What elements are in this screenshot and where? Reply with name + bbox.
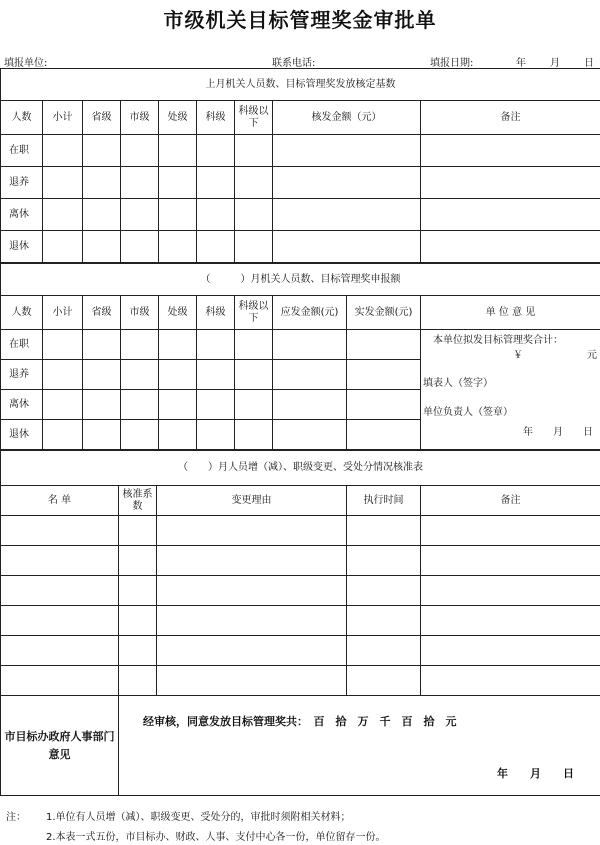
input-cell[interactable] (119, 576, 157, 606)
input-cell[interactable] (83, 199, 121, 231)
input-cell[interactable] (347, 390, 421, 420)
input-cell[interactable] (43, 135, 83, 167)
input-cell[interactable] (157, 516, 347, 546)
input-cell[interactable] (273, 135, 421, 167)
input-cell[interactable] (121, 420, 159, 450)
input-cell[interactable] (43, 199, 83, 231)
input-cell[interactable] (1, 666, 119, 696)
s3-col-header: 核准系数 (119, 486, 157, 516)
s1-col-header: 科级以下 (235, 101, 273, 135)
input-cell[interactable] (421, 199, 600, 231)
s3-col-header: 名 单 (1, 486, 119, 516)
input-cell[interactable] (273, 231, 421, 263)
input-cell[interactable] (157, 606, 347, 636)
input-cell[interactable] (421, 636, 600, 666)
input-cell[interactable] (347, 330, 421, 360)
input-cell[interactable] (347, 420, 421, 450)
input-cell[interactable] (157, 666, 347, 696)
input-cell[interactable] (159, 420, 197, 450)
input-cell[interactable] (197, 330, 235, 360)
s3-col-header: 变更理由 (157, 486, 347, 516)
input-cell[interactable] (119, 606, 157, 636)
input-cell[interactable] (1, 516, 119, 546)
input-cell[interactable] (421, 606, 600, 636)
input-cell[interactable] (83, 330, 121, 360)
input-cell[interactable] (197, 199, 235, 231)
input-cell[interactable] (159, 167, 197, 199)
s1-row-label: 离休 (1, 199, 43, 231)
input-cell[interactable] (421, 576, 600, 606)
section3-table (0, 450, 600, 796)
input-cell[interactable] (159, 360, 197, 390)
s1-row-label: 退休 (1, 231, 43, 263)
s1-col-header: 省级 (83, 101, 121, 135)
input-cell[interactable] (421, 135, 600, 167)
opinion-leader: 单位负责人（签章） (423, 407, 513, 418)
section3-title: （ ）月人员增（减）、职级变更、受处分情况核准表 (1, 451, 600, 486)
table-row (1, 636, 600, 666)
s2-col-header: 科级 (197, 296, 235, 330)
input-cell[interactable] (273, 167, 421, 199)
final-date: 年 月 日 (497, 767, 574, 780)
input-cell[interactable] (421, 516, 600, 546)
notes-label: 注： (6, 812, 26, 823)
input-cell[interactable] (421, 546, 600, 576)
input-cell[interactable] (83, 135, 121, 167)
page-title: 市级机关目标管理奖金审批单 (163, 8, 437, 32)
s1-row-label: 退养 (1, 167, 43, 199)
input-cell[interactable] (197, 390, 235, 420)
input-cell[interactable] (159, 231, 197, 263)
input-cell[interactable] (235, 167, 273, 199)
input-cell[interactable] (197, 231, 235, 263)
input-cell[interactable] (273, 390, 347, 420)
input-cell[interactable] (347, 360, 421, 390)
input-cell[interactable] (347, 636, 421, 666)
s2-row-label: 退养 (1, 360, 43, 390)
input-cell[interactable] (121, 390, 159, 420)
s1-col-header: 人数 (1, 101, 43, 135)
input-cell[interactable] (235, 135, 273, 167)
input-cell[interactable] (421, 231, 600, 263)
input-cell[interactable] (1, 546, 119, 576)
table-row (1, 666, 600, 696)
unit-label: 填报单位: (4, 58, 48, 69)
input-cell[interactable] (157, 576, 347, 606)
final-approval-cell[interactable] (119, 696, 600, 796)
input-cell[interactable] (347, 516, 421, 546)
input-cell[interactable] (159, 330, 197, 360)
input-cell[interactable] (235, 420, 273, 450)
input-cell[interactable] (197, 135, 235, 167)
table-row (1, 546, 600, 576)
input-cell[interactable] (83, 420, 121, 450)
input-cell[interactable] (347, 576, 421, 606)
phone-label: 联系电话: (272, 58, 316, 69)
input-cell[interactable] (83, 231, 121, 263)
opinion-date: 年 月 日 (523, 427, 593, 438)
s1-col-header: 科级 (197, 101, 235, 135)
table-row (1, 606, 600, 636)
date-month: 月 (550, 58, 560, 69)
date-day: 日 (584, 58, 594, 69)
opinion-total-label: 本单位拟发目标管理奖合计： (433, 335, 563, 346)
s2-col-header: 处级 (159, 296, 197, 330)
input-cell[interactable] (119, 666, 157, 696)
s1-col-header: 处级 (159, 101, 197, 135)
s2-col-header: 人数 (1, 296, 43, 330)
table-row (1, 516, 600, 546)
input-cell[interactable] (197, 167, 235, 199)
s2-col-header: 实发金额(元) (347, 296, 421, 330)
input-cell[interactable] (421, 167, 600, 199)
input-cell[interactable] (347, 546, 421, 576)
input-cell[interactable] (43, 231, 83, 263)
s1-col-header: 小计 (43, 101, 83, 135)
s2-col-header: 小计 (43, 296, 83, 330)
notes-line2: 2.本表一式五份，市目标办、财政、人事、支付中心各一份，单位留存一份。 (46, 832, 386, 843)
s2-col-header: 市级 (121, 296, 159, 330)
input-cell[interactable] (121, 231, 159, 263)
final-approval-label: 市目标办政府人事部门意见 (1, 696, 119, 796)
input-cell[interactable] (273, 199, 421, 231)
input-cell[interactable] (235, 390, 273, 420)
s2-col-header: 省级 (83, 296, 121, 330)
input-cell[interactable] (43, 360, 83, 390)
s2-row-label: 退休 (1, 420, 43, 450)
section2-table (0, 263, 600, 450)
opinion-filler: 填表人（签字） (423, 378, 493, 389)
input-cell[interactable] (197, 420, 235, 450)
s1-row-label: 在职 (1, 135, 43, 167)
input-cell[interactable] (347, 666, 421, 696)
input-cell[interactable] (119, 516, 157, 546)
input-cell[interactable] (83, 360, 121, 390)
input-cell[interactable] (421, 666, 600, 696)
input-cell[interactable] (235, 231, 273, 263)
input-cell[interactable] (159, 135, 197, 167)
input-cell[interactable] (235, 360, 273, 390)
input-cell[interactable] (157, 636, 347, 666)
input-cell[interactable] (121, 135, 159, 167)
section1-table (0, 68, 600, 263)
input-cell[interactable] (119, 546, 157, 576)
input-cell[interactable] (157, 546, 347, 576)
input-cell[interactable] (235, 330, 273, 360)
input-cell[interactable] (83, 390, 121, 420)
s2-row-label: 在职 (1, 330, 43, 360)
input-cell[interactable] (43, 167, 83, 199)
input-cell[interactable] (121, 199, 159, 231)
final-approve-text: 经审核，同意发放目标管理奖共： 百 拾 万 千 百 拾 元 (143, 715, 457, 728)
s1-col-header: 市级 (121, 101, 159, 135)
input-cell[interactable] (119, 636, 157, 666)
input-cell[interactable] (235, 199, 273, 231)
input-cell[interactable] (43, 420, 83, 450)
input-cell[interactable] (273, 360, 347, 390)
s2-row-label: 离休 (1, 390, 43, 420)
unit-opinion-cell[interactable] (421, 330, 600, 450)
input-cell[interactable] (273, 420, 347, 450)
s3-col-header: 执行时间 (347, 486, 421, 516)
input-cell[interactable] (83, 167, 121, 199)
s2-col-header: 单 位 意 见 (421, 296, 600, 330)
input-cell[interactable] (43, 330, 83, 360)
opinion-yen: ￥ (513, 350, 523, 361)
s2-col-header: 应发金额(元) (273, 296, 347, 330)
s3-col-header: 备注 (421, 486, 600, 516)
input-cell[interactable] (1, 576, 119, 606)
input-cell[interactable] (159, 390, 197, 420)
input-cell[interactable] (43, 390, 83, 420)
section1-title: 上月机关人员数、目标管理奖发放核定基数 (1, 69, 600, 101)
date-year: 年 (516, 58, 526, 69)
opinion-yuan: 元 (587, 350, 597, 361)
s1-col-header: 核发金额（元） (273, 101, 421, 135)
input-cell[interactable] (121, 167, 159, 199)
section2-title: （ ）月机关人员数、目标管理奖申报额 (1, 264, 600, 296)
input-cell[interactable] (347, 606, 421, 636)
input-cell[interactable] (1, 636, 119, 666)
table-row (1, 576, 600, 606)
input-cell[interactable] (159, 199, 197, 231)
s2-col-header: 科级以下 (235, 296, 273, 330)
notes-line1: 1.单位有人员增（减）、职级变更、受处分的，审批时须附相关材料； (46, 812, 351, 823)
input-cell[interactable] (273, 330, 347, 360)
input-cell[interactable] (121, 330, 159, 360)
input-cell[interactable] (121, 360, 159, 390)
input-cell[interactable] (1, 606, 119, 636)
s1-col-header: 备注 (421, 101, 600, 135)
date-label: 填报日期: (430, 58, 474, 69)
input-cell[interactable] (197, 360, 235, 390)
